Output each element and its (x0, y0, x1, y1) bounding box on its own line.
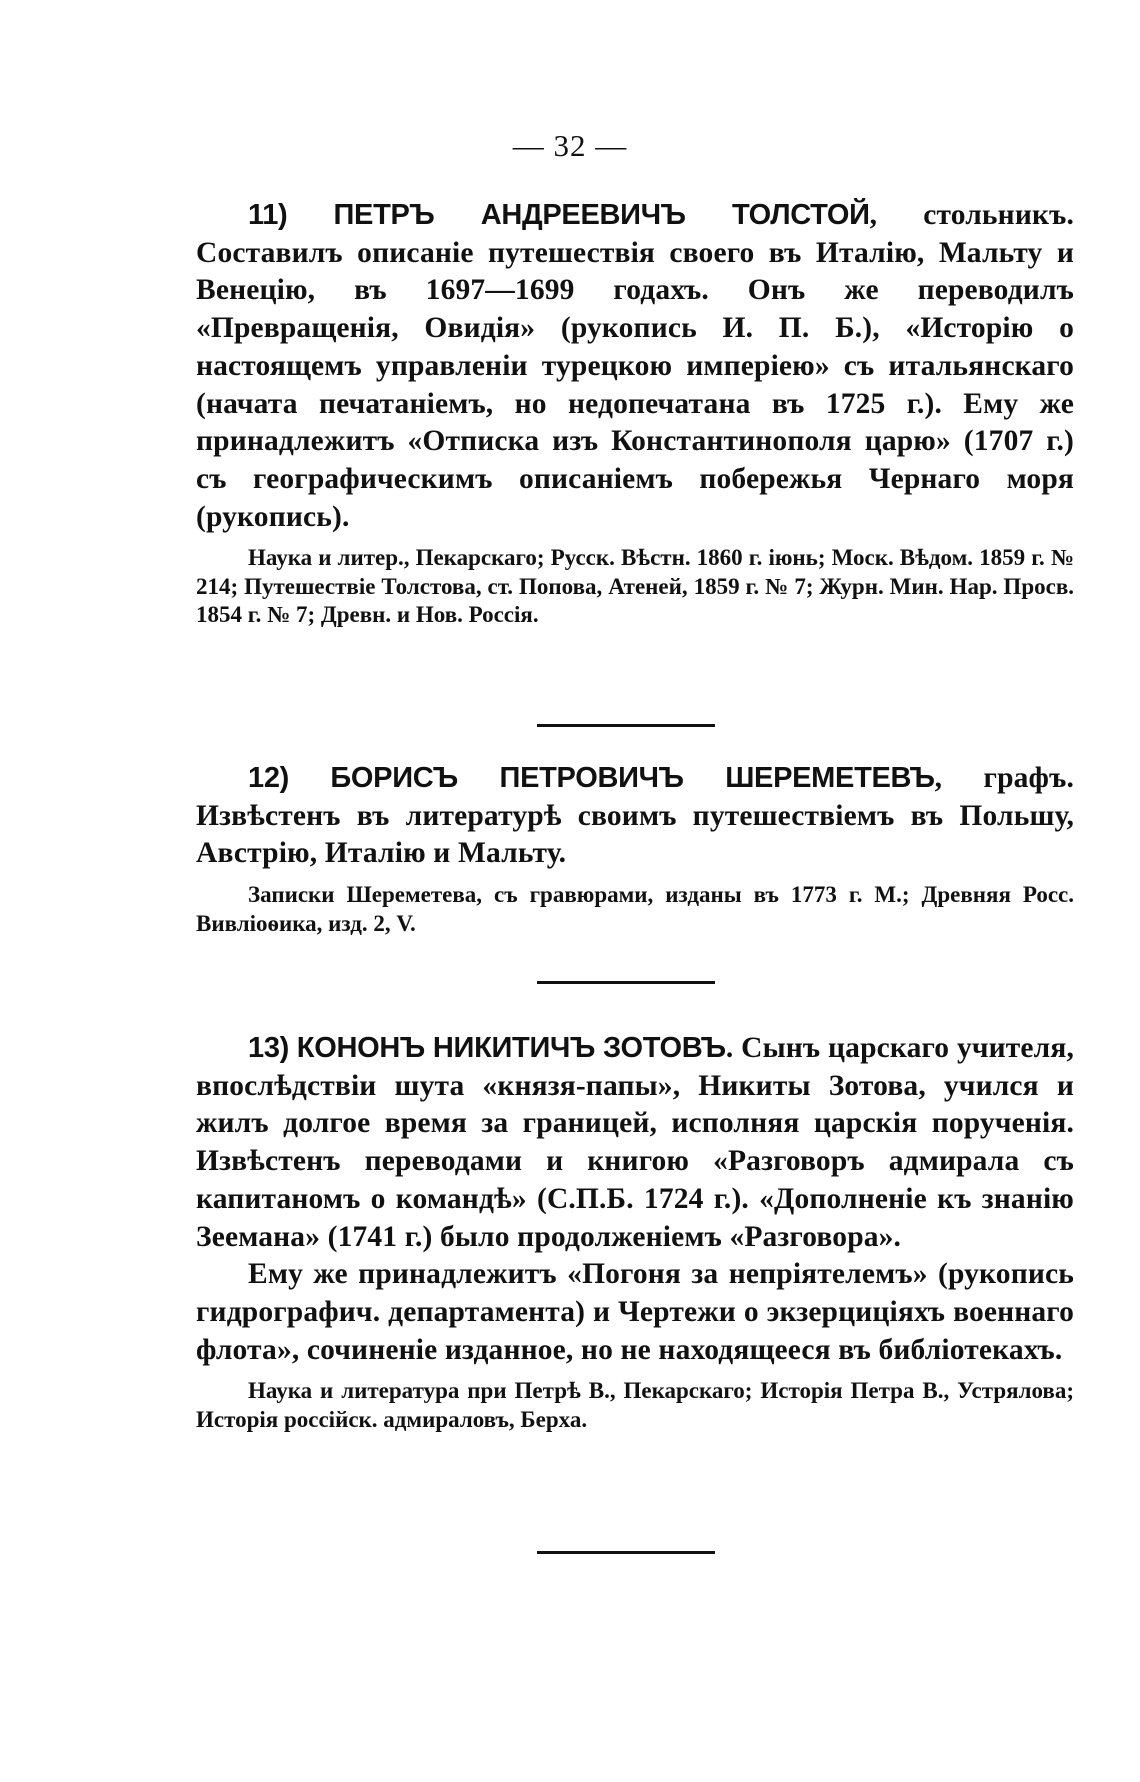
entry-text: Извѣстенъ въ литературѣ своимъ путешествіемъ въ Польшу, Австрію, Италію и Мальту. (196, 799, 1074, 870)
separator-rule (537, 981, 715, 984)
entry-references: Наука и литер., Пекарскаго; Русск. Вѣстн. 1860 г. іюнь; Моск. Вѣдом. 1859 г. № 214; Путешествіе Толстова, ст. Попова, Атеней, 1859 г. № 7; Журн. Мин. Нар. Просв. 1854 г. № 7; Древн. и Нов. Россія. (196, 545, 1074, 628)
entry-zotov (196, 1030, 1074, 1434)
entry-title: , графъ. (934, 762, 1074, 794)
entry-number: 11) (248, 199, 288, 231)
entry-tolstoy (196, 197, 1074, 630)
entry-text: Сынъ царскаго учителя, впослѣдствіи шута «князя-папы», Никиты Зотова, учился и жилъ долгое время за границей, исполняя царскія порученія. Извѣстенъ переводами и книгою «Разговоръ адмирала съ капитаномъ о командѣ» (С.П.Б. 1724 г.). «Дополненіе къ знанію Зеемана» (1741 г.) было продолженіемъ «Разговора». (196, 1032, 1075, 1253)
separator-rule (537, 1551, 715, 1554)
entry-references: Записки Шереметева, съ гравюрами, изданы въ 1773 г. М.; Древняя Росс. Вивліоѳика, изд. 2, V. (196, 882, 1074, 936)
entry-body (196, 197, 1074, 536)
entry-number: 13) (248, 1032, 290, 1064)
entry-body-continued: Ему же принадлежитъ «Погоня за непріятелемъ» (рукопись гидрографич. департамента) и Чертежи о экзерцицiяхъ военнаго флота», сочиненіе изданное, но не находящееся въ библіотекахъ. (196, 1258, 1074, 1366)
entry-title: , стольникъ. (869, 199, 1075, 231)
entry-title: . (725, 1032, 734, 1064)
entry-sheremetev (196, 760, 1074, 938)
entry-references: Наука и литература при Петрѣ В., Пекарскаго; Исторія Петра В., Устрялова; Исторія россійск. адмираловъ, Берха. (196, 1378, 1074, 1432)
entry-number: 12) (248, 762, 290, 794)
separator-rule (537, 724, 715, 727)
entry-body (196, 1030, 1074, 1256)
entry-text: Составилъ описаніе путешествія своего въ Италію, Мальту и Венецію, въ 1697—1699 годахъ. Онъ же переводилъ «Превращенія, Овидія» (рукопись И. П. Б.), «Исторію о настоящемъ управленіи турецкою имперіею» съ итальянскаго (начата печатаніемъ, но недопечатана въ 1725 г.). Ему же принадлежитъ «Отписка изъ Константинополя царю» (1707 г.) съ географическимъ описаніемъ побережья Чернаго моря (рукопись). (196, 236, 1074, 533)
entry-name: КОНОНЪ НИКИТИЧЪ ЗОТОВЪ (296, 1032, 726, 1064)
entry-name: БОРИСЪ ПЕТРОВИЧЪ ШЕРЕМЕТЕВЪ (330, 762, 935, 794)
page-number: — 32 — (512, 128, 628, 163)
entry-name: ПЕТРЪ АНДРЕЕВИЧЪ ТОЛСТОЙ (333, 199, 870, 231)
entry-body (196, 760, 1074, 873)
